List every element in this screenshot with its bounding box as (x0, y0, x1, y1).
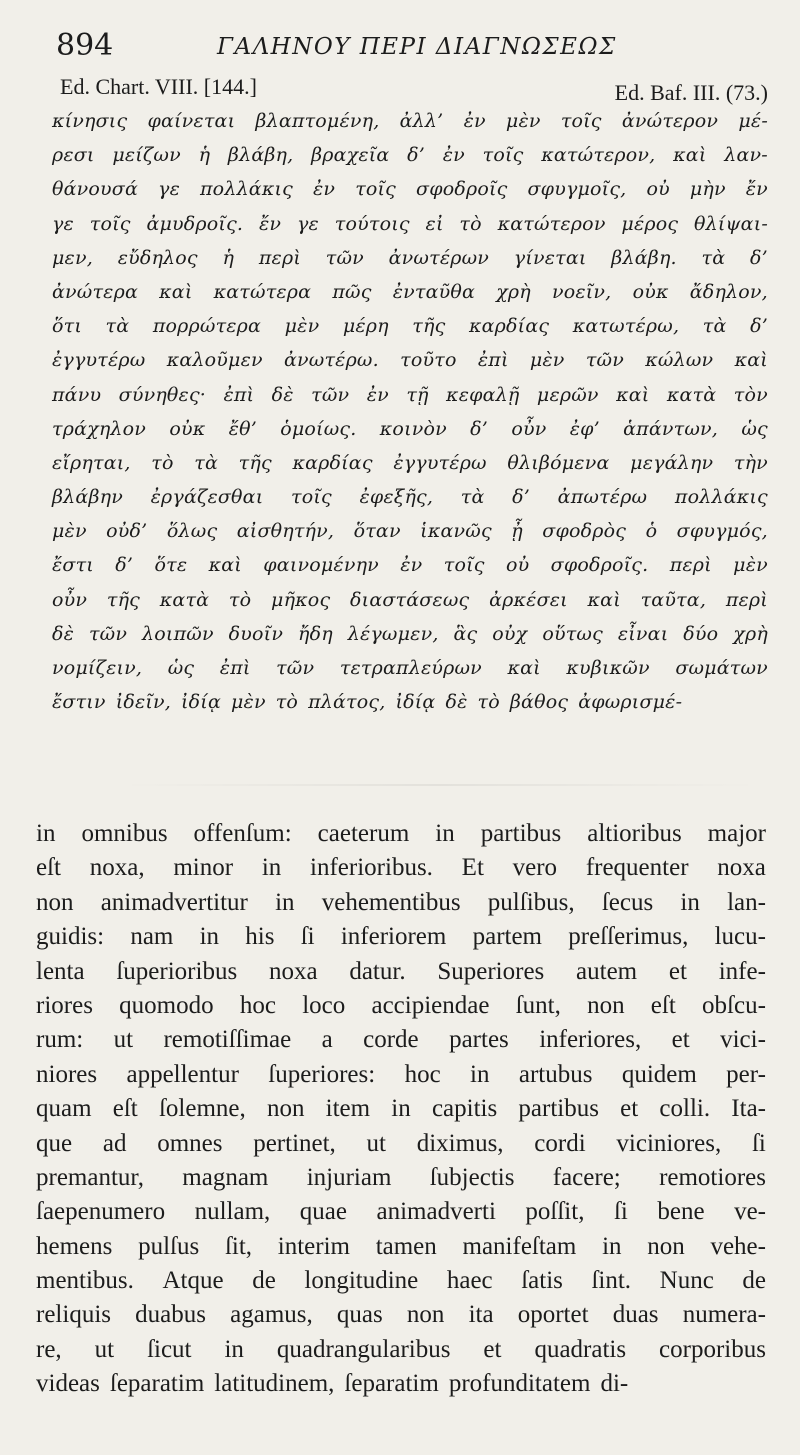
edition-reference-left: Ed. Chart. VIII. [144.] (60, 74, 257, 99)
latin-text-line: que ad omnes pertinet, ut diximus, cordi viciniores, ſi (36, 1129, 766, 1157)
greek-text-line: ἀνώτερα καὶ κατώτερα πῶς ἐνταῦθα χρὴ νοεῖν, οὐκ ἄδηλον, (52, 280, 768, 303)
page-header (52, 28, 768, 68)
bleed-through-shadow (120, 784, 760, 786)
latin-text-line: re, ut ſicut in quadrangularibus et quadratis corporibus (36, 1335, 766, 1363)
greek-text-line: γε τοῖς ἀμυδροῖς. ἔν γε τούτοις εἰ τὸ κατώτερον μέρος θλίψαι- (52, 212, 768, 235)
edition-reference-right: Ed. Baf. III. (73.) (614, 80, 768, 105)
greek-text-line: οὖν τῆς κατὰ τὸ μῆκος διαστάσεως ἀρκέσει καὶ ταῦτα, περὶ (52, 588, 768, 611)
greek-text-line: πάνυ σύνηθες· ἐπὶ δὲ τῶν ἐν τῇ κεφαλῇ μερῶν καὶ κατὰ τὸν (52, 383, 768, 406)
latin-text-line: hemens pulſus ſit, interim tamen manifeſtam in non vehe- (36, 1232, 766, 1260)
latin-text-line: ſaepenumero nullam, quae animadverti poſſit, ſi bene ve- (36, 1198, 766, 1226)
latin-text-line: eſt noxa, minor in inferioribus. Et vero frequenter noxa (36, 854, 766, 882)
greek-text-line: δὲ τῶν λοιπῶν δυοῖν ἤδη λέγωμεν, ἃς οὐχ οὕτως εἶναι δύο χρὴ (52, 622, 768, 645)
latin-text-line: niores appellentur ſuperiores: hoc in artubus quidem per- (36, 1060, 766, 1088)
latin-text-line: in omnibus offenſum: caeterum in partibus altioribus major (36, 820, 766, 847)
running-title: ΓΑΛΗΝΟΥ ΠΕΡΙ ΔΙΑΓΝΩΣΕΩΣ (217, 34, 617, 60)
greek-text-line: νομίζειν, ὡς ἐπὶ τῶν τετραπλεύρων καὶ κυβικῶν σωμάτων (52, 657, 768, 679)
latin-text-line: videas ſeparatim latitudinem, ſeparatim profunditatem di- (36, 1370, 629, 1398)
greek-text-line: τράχηλον οὐκ ἔθ’ ὁμοίως. κοινὸν δ’ οὖν ἐφ’ ἁπάντων, ὡς (52, 417, 768, 440)
greek-text-line: ἐγγυτέρω καλοῦμεν ἀνωτέρω. τοῦτο ἐπὶ μὲν τῶν κώλων καὶ (52, 349, 768, 372)
page-number: 894 (56, 28, 114, 63)
greek-text-line: ὅτι τὰ πορρώτερα μὲν μέρη τῆς καρδίας κατωτέρω, τὰ δ’ (52, 315, 768, 338)
greek-text-line: εἴρηται, τὸ τὰ τῆς καρδίας ἐγγυτέρω θλιβόμενα μεγάλην τὴν (52, 451, 768, 474)
latin-text-line: lenta ſuperioribus noxa datur. Superiores autem et infe- (36, 957, 766, 985)
greek-text-line: κίνησις φαίνεται βλαπτομένη, ἀλλ’ ἐν μὲν τοῖς ἀνώτερον μέ- (52, 110, 768, 132)
latin-text-line: guidis: nam in his ſi inferiorem partem preſſerimus, lucu- (36, 923, 766, 951)
greek-text-block (52, 104, 768, 719)
greek-text-line: μὲν οὐδ’ ὅλως αἰσθητήν, ὅταν ἱκανῶς ᾖ σφοδρὸς ὁ σφυγμός, (52, 520, 768, 543)
greek-text-line: ρεσι μείζων ἡ βλάβη, βραχεῖα δ’ ἐν τοῖς κατώτερον, καὶ λαν- (52, 144, 768, 167)
greek-text-line: βλάβην ἐργάζεσθαι τοῖς ἐφεξῆς, τὰ δ’ ἀπωτέρω πολλάκις (52, 486, 768, 509)
greek-text-line: ἔστιν ἰδεῖν, ἰδίᾳ μὲν τὸ πλάτος, ἰδίᾳ δὲ τὸ βάθος ἀφωρισμέ- (52, 691, 683, 714)
latin-text-line: riores quomodo hoc loco accipiendae ſunt, non eſt obſcu- (36, 991, 766, 1019)
greek-text-line: θάνουσά γε πολλάκις ἐν τοῖς σφοδροῖς σφυγμοῖς, οὐ μὴν ἔν (52, 178, 768, 201)
latin-text-line: reliquis duabus agamus, quas non ita oportet duas numera- (36, 1301, 766, 1329)
latin-text-line: non animadvertitur in vehementibus pulſibus, ſecus in lan- (36, 888, 766, 916)
latin-text-line: premantur, magnam injuriam ſubjectis facere; remotiores (36, 1163, 766, 1191)
latin-text-block (36, 817, 766, 1402)
latin-text-line: rum: ut remotiſſimae a corde partes inferiores, et vici- (36, 1026, 766, 1054)
latin-text-line: quam eſt ſolemne, non item in capitis partibus et colli. Ita- (36, 1095, 766, 1123)
latin-text-line: mentibus. Atque de longitudine haec ſatis ſint. Nunc de (36, 1267, 766, 1295)
edition-reference-line (60, 72, 768, 105)
greek-text-line: μεν, εὔδηλος ἡ περὶ τῶν ἀνωτέρων γίνεται βλάβη. τὰ δ’ (52, 246, 768, 269)
greek-text-line: ἔστι δ’ ὅτε καὶ φαινομένην ἐν τοῖς οὐ σφοδροῖς. περὶ μὲν (52, 554, 768, 577)
